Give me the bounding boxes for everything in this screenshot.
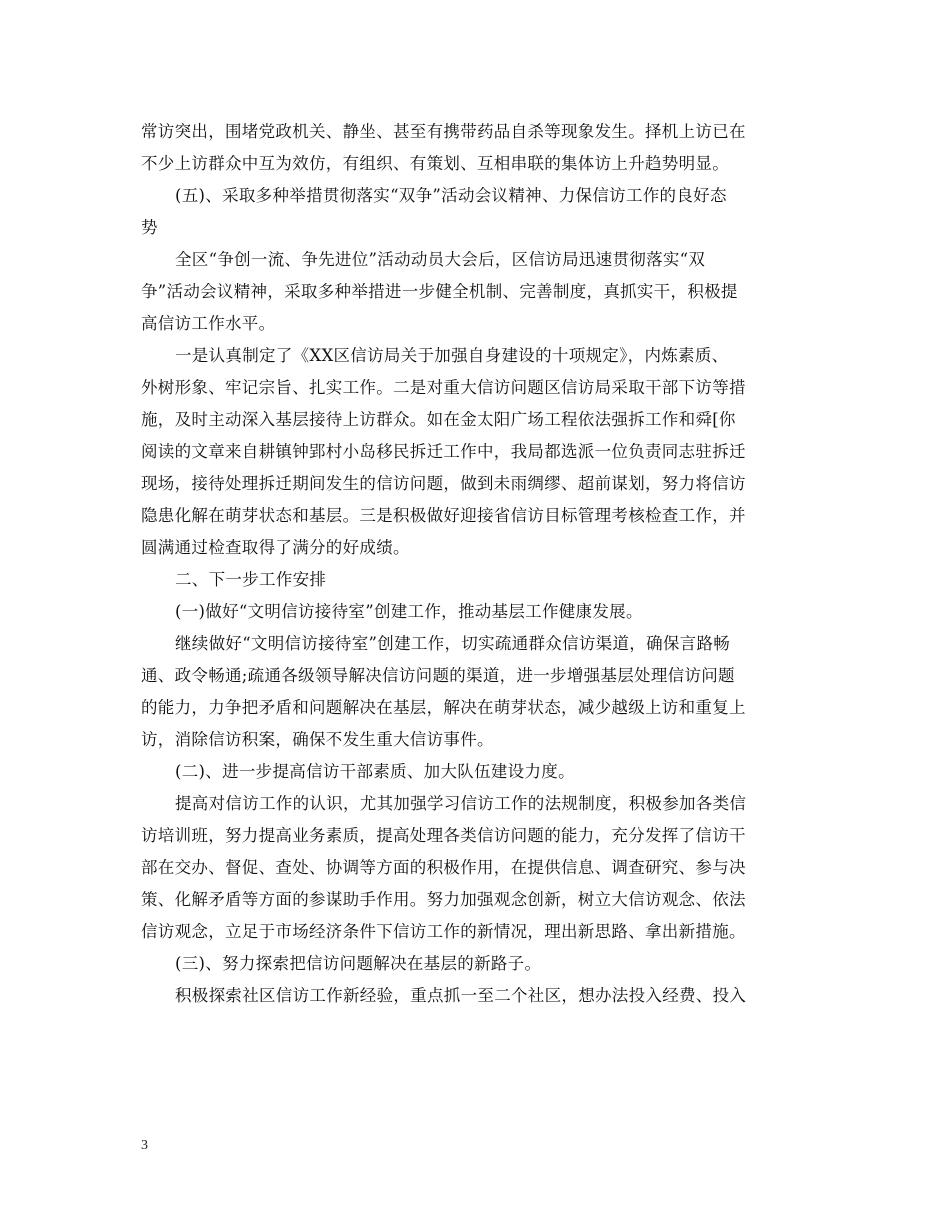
- text-line: (一)做好“文明信访接待室”创建工作，推动基层工作健康发展。: [175, 602, 643, 621]
- text-line: 隐患化解在萌芽状态和基层。三是积极做好迎接省信访目标管理考核检查工作，并: [141, 506, 746, 525]
- text-line: 常访突出，围堵党政机关、静坐、甚至有携带药品自杀等现象发生。择机上访已在: [141, 122, 746, 141]
- text-line: (三)、努力探索把信访问题解决在基层的新路子。: [175, 954, 542, 973]
- text-line: 现场，接待处理拆迁期间发生的信访问题，做到未雨绸缪、超前谋划，努力将信访: [141, 474, 746, 493]
- text-line: 圆满通过检查取得了满分的好成绩。: [141, 538, 410, 557]
- text-line: 提高对信访工作的认识，尤其加强学习信访工作的法规制度，积极参加各类信: [175, 794, 747, 813]
- text-line: 的能力，力争把矛盾和问题解决在基层，解决在萌芽状态，减少越级上访和重复上: [141, 698, 746, 717]
- text-line: 继续做好“文明信访接待室”创建工作，切实疏通群众信访渠道，确保言路畅: [175, 634, 731, 653]
- text-line: 势: [141, 218, 158, 237]
- text-line: 信访观念，立足于市场经济条件下信访工作的新情况，理出新思路、拿出新措施。: [141, 922, 746, 941]
- text-line: 一是认真制定了《XX区信访局关于加强自身建设的十项规定》，内炼素质、: [175, 346, 729, 365]
- text-line: 全区“争创一流、争先进位”活动动员大会后，区信访局迅速贯彻落实“双: [175, 250, 706, 269]
- page-number: 3: [141, 1138, 148, 1153]
- text-line: 积极探索社区信访工作新经验，重点抓一至二个社区，想办法投入经费、投入: [175, 986, 747, 1005]
- text-line: 不少上访群众中互为效仿，有组织、有策划、互相串联的集体访上升趋势明显。: [141, 154, 729, 173]
- text-line: 争”活动会议精神，采取多种举措进一步健全机制、完善制度，真抓实干，积极提: [141, 282, 738, 301]
- text-line: 阅读的文章来自耕镇钟郢村小岛移民拆迁工作中，我局都选派一位负责同志驻拆迁: [141, 442, 746, 461]
- text-line: 访，消除信访积案，确保不发生重大信访事件。: [141, 730, 494, 749]
- text-line: 外树形象、牢记宗旨、扎实工作。二是对重大信访问题区信访局采取干部下访等措: [141, 378, 746, 397]
- text-line: 施，及时主动深入基层接待上访群众。如在金太阳广场工程依法强拆工作和舜[你: [141, 410, 736, 429]
- text-line: 访培训班，努力提高业务素质，提高处理各类信访问题的能力，充分发挥了信访干: [141, 826, 746, 845]
- text-line: 部在交办、督促、查处、协调等方面的积极作用，在提供信息、调查研究、参与决: [141, 858, 746, 877]
- text-line: 高信访工作水平。: [141, 314, 276, 333]
- text-line: (五)、采取多种举措贯彻落实“双争”活动会议精神、力保信访工作的良好态: [175, 186, 727, 205]
- text-line: 策、化解矛盾等方面的参谋助手作用。努力加强观念创新，树立大信访观念、依法: [141, 890, 746, 909]
- text-line: (二)、进一步提高信访干部素质、加大队伍建设力度。: [175, 762, 575, 781]
- document-body: [141, 116, 811, 1012]
- text-line: 通、政令畅通;疏通各级领导解决信访问题的渠道，进一步增强基层处理信访问题: [141, 666, 735, 685]
- text-line: 二、下一步工作安排: [175, 570, 327, 589]
